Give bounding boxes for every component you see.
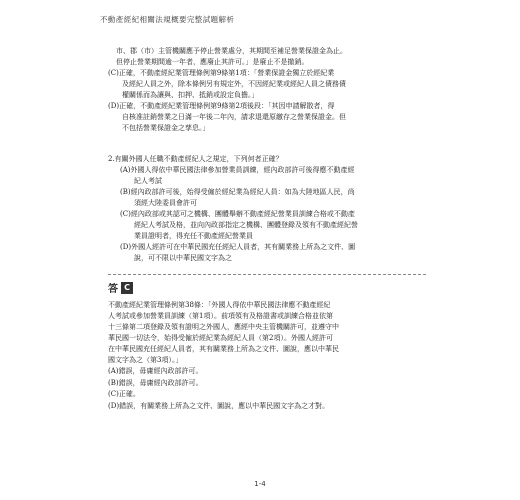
line: 紀人考試 — [134, 177, 162, 185]
line: (C)正確，不動產經紀業管理條例第9條第1項：「營業保證金獨立於經紀業 — [108, 69, 335, 77]
line: (B)經內政部許可後，始得受僱於經紀業為經紀人員：如為大陸地區人民，尚 — [120, 188, 355, 196]
answer-divider — [108, 274, 426, 275]
line: (D)外國人經許可在中華民國充任經紀人員者，其有關業務上所為之文件、圖 — [120, 243, 356, 251]
line: 說，可不限以中華民國文字為之 — [134, 254, 232, 262]
verdict-d: (D)錯誤，有關業務上所為之文件、圖說，應以中華民國文字為之才對。 — [108, 401, 330, 410]
verdict-b: (B)錯誤，毋庸經內政部許可。 — [108, 378, 203, 387]
prev-option-d — [108, 101, 426, 134]
line: 自核准註銷營業之日滿一年後二年內，請求退還原繳存之營業保證金。但 — [122, 113, 346, 121]
page-content — [108, 46, 426, 412]
verdict-a: (A)錯誤，毋庸經內政部許可。 — [108, 367, 203, 375]
answer-letter-badge: C — [121, 282, 133, 294]
verdict-c: (C)正確。 — [108, 390, 140, 398]
explanation-line: 十三條第二項登錄及領有證明之外國人，應經中央主管機關許可，並遵守中 — [108, 323, 339, 331]
continuation-line: 但停止營業期間逾一年者，應廢止其許可。」是廢止不是撤銷。 — [116, 58, 309, 66]
answer-explanation — [108, 300, 426, 366]
line: (A)外國人得依中華民國法律參加營業員訓練，經內政部許可後得應不動產經 — [120, 166, 355, 174]
line: (C)經內政部或其認可之機構、團體舉辦不動產經紀營業員訓練合格或不動產 — [120, 210, 355, 218]
explanation-line: 華民國一切法令，始得受僱於經紀業為經紀人員（第2項）。外國人經許可 — [108, 334, 333, 342]
question-option-a — [120, 165, 426, 187]
continuation-line: 市、郡（市）主管機關應予停止營業處分，其期間至補足營業保證金為止。 — [116, 47, 347, 55]
explanation-line: 人考試或參加營業員訓練（第1項）。前項領有及格證書或訓練合格並依第 — [108, 312, 333, 320]
line: (D)正確，不動產經紀業管理條例第9條第2項後段：「其因申請解散者，得 — [108, 102, 335, 110]
question-option-d — [120, 242, 426, 264]
line: 權關係而為讓與、扣押、抵銷或設定負擔。」 — [122, 91, 259, 99]
answer-label: 答 — [108, 284, 118, 295]
explanation-line: 不動產經紀業管理條例第38條：「外國人得依中華民國法律應不動產經紀 — [108, 301, 331, 309]
line: 經紀人考試及格，並向內政部指定之機構、團體登錄及領有不動產經紀營 — [134, 221, 358, 229]
line: 及經紀人員之外，除本條例另有規定外，不因經紀業或經紀人員之債務債 — [122, 80, 346, 88]
running-header: 不動產經紀相關法規概要完整試題解析 — [100, 15, 235, 24]
line: 須經大陸委員會許可 — [134, 199, 197, 207]
line: 不包括營業保證金之孳息。」 — [122, 124, 210, 132]
question-stem: 2.有關外國人任職不動產經紀人之規定，下列何者正確？ — [108, 155, 283, 163]
previous-answer-block — [108, 46, 426, 134]
prev-option-c — [108, 68, 426, 101]
explanation-line: 國文字為之（第3項）。」 — [108, 356, 183, 364]
page-number: 1-4 — [254, 480, 266, 488]
question-option-c — [120, 209, 426, 242]
line: 業員證明者，得充任不動產經紀營業員 — [134, 232, 253, 240]
answer-header — [108, 280, 426, 295]
answer-verdicts — [108, 366, 426, 412]
question-option-b — [120, 187, 426, 209]
explanation-line: 在中華民國充任經紀人員者，其有關業務上所為之文件、圖說，應以中華民 — [108, 345, 339, 353]
